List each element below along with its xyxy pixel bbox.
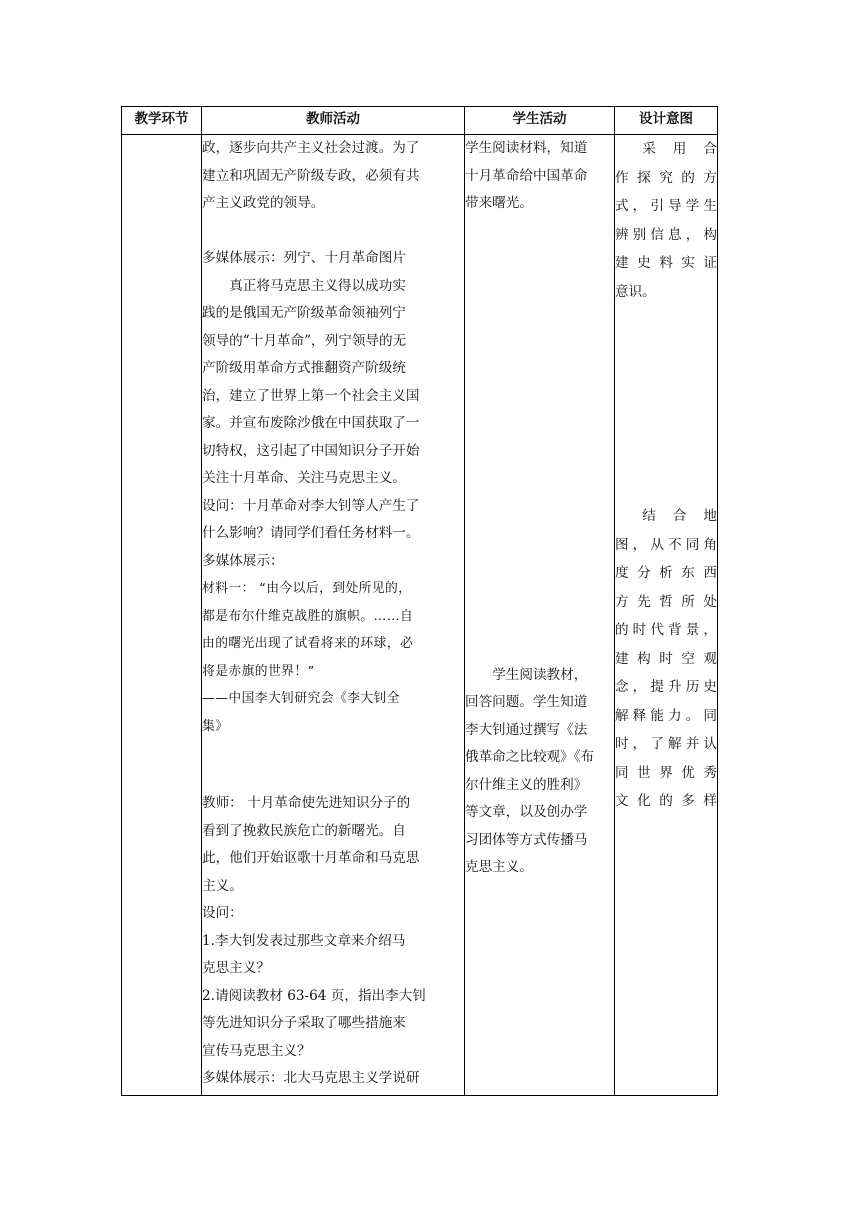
material-line: 都是布尔什维克战胜的旗帜。……自 <box>202 608 414 624</box>
design-line: 意识。 <box>615 283 656 300</box>
teacher-paragraph-line: 此，他们开始讴歌十月革命和马克思 <box>202 850 420 866</box>
design-line: 同世界优秀 <box>615 764 717 781</box>
student-activity-cell <box>465 135 615 1096</box>
question-item-1: 克思主义？ <box>202 960 270 976</box>
student-line: 等文章，以及创办学 <box>465 804 588 820</box>
design-line: 时，了解并认 <box>615 736 717 752</box>
question-line: 设问：十月革命对李大钊等人产生了 <box>202 497 420 514</box>
table-body-row <box>122 135 718 1096</box>
material-source-line: 集》 <box>202 718 229 734</box>
question-line: 什么影响？请同学们看任务材料一。 <box>202 525 420 541</box>
header-teaching-stage: 教学环节 <box>122 107 202 135</box>
design-line: 辨别信息，构 <box>615 226 717 243</box>
student-line: 回答问题。学生知道 <box>465 694 588 710</box>
header-design-intent: 设计意图 <box>615 107 718 135</box>
student-line: 俄革命之比较观》《布 <box>465 749 595 765</box>
question-item-2: 宣传马克思主义？ <box>202 1042 311 1059</box>
paragraph-line: 切特权，这引起了中国知识分子开始 <box>202 442 420 459</box>
table-header-row <box>122 107 718 135</box>
question-item-2: 等先进知识分子采取了哪些措施来 <box>202 1015 406 1031</box>
teacher-paragraph-line: 看到了挽救民族危亡的新曙光。自 <box>202 822 406 839</box>
student-line: 十月革命给中国革命 <box>465 167 588 184</box>
paragraph-line: 治，建立了世界上第一个社会主义国 <box>202 387 420 404</box>
material-source-line: ——中国李大钊研究会《李大钊全 <box>202 691 400 706</box>
media-display-3: 多媒体展示：北大马克思主义学说研 <box>202 1070 420 1086</box>
student-line: 学生阅读教材， <box>492 666 588 683</box>
media-display-2: 多媒体展示： <box>202 552 284 569</box>
design-intent-cell <box>615 135 718 1096</box>
design-line: 文化的多样 <box>615 793 717 809</box>
paragraph-line: 家。并宣布废除沙俄在中国获取了一 <box>202 415 420 431</box>
design-line: 的时代背景， <box>615 622 717 638</box>
student-line: 习团体等方式传播马 <box>465 831 588 848</box>
header-student-activity: 学生活动 <box>465 107 615 135</box>
lesson-plan-table <box>121 106 718 1096</box>
design-line: 作探究的方 <box>615 169 717 186</box>
design-line: 采 用 合 <box>642 141 717 157</box>
media-display-1: 多媒体展示：列宁、十月革命图片 <box>202 250 406 266</box>
question-item-2: 2.请阅读教材 63-64 页，指出李大钊 <box>202 987 426 1004</box>
design-line: 解释能力。同 <box>615 707 717 724</box>
design-line: 建构时空观 <box>615 650 717 667</box>
design-line: 方先哲所处 <box>615 593 717 610</box>
design-line: 图，从不同角 <box>615 536 717 553</box>
teaching-stage-cell <box>122 135 202 1096</box>
question-label: 设问： <box>202 905 243 921</box>
teacher-paragraph-line: 主义。 <box>202 877 243 894</box>
student-line: 带来曙光。 <box>465 195 533 211</box>
paragraph-line: 领导的“十月革命”，列宁领导的无 <box>202 332 407 349</box>
paragraph-line: 关注十月革命、关注马克思主义。 <box>202 470 406 486</box>
student-line: 学生阅读材料，知道 <box>465 140 588 156</box>
design-line: 度分析东西 <box>615 565 717 581</box>
paragraph-line: 践的是俄国无产阶级革命领袖列宁 <box>202 305 406 321</box>
material-line: 材料一： “由今以后，到处所见的， <box>202 581 412 596</box>
material-line: 由的曙光出现了试看将来的环球，必 <box>202 636 414 651</box>
paragraph-line: 真正将马克思主义得以成功实 <box>229 277 406 294</box>
header-teacher-activity: 教师活动 <box>202 107 465 135</box>
question-item-1: 1.李大钊发表过那些文章来介绍马 <box>202 932 406 949</box>
student-line: 李大钊通过撰写《法 <box>465 721 588 738</box>
material-line: 将是赤旗的世界！” <box>202 663 315 679</box>
design-line: 念，提升历史 <box>615 679 717 695</box>
paragraph-line: 产阶级用革命方式推翻资产阶级统 <box>202 360 406 376</box>
design-line: 式，引导学生 <box>615 198 717 214</box>
intro-line: 建立和巩固无产阶级专政，必须有共 <box>202 167 420 184</box>
student-line: 克思主义。 <box>465 859 533 875</box>
student-line: 尔什维主义的胜利》 <box>465 776 588 793</box>
intro-line: 政，逐步向共产主义社会过渡。为了 <box>202 140 420 156</box>
teacher-paragraph-line: 教师： 十月革命使先进知识分子的 <box>202 795 411 811</box>
design-line: 结 合 地 <box>642 508 717 524</box>
teacher-activity-cell <box>202 135 465 1096</box>
design-line: 建史料实证 <box>615 255 717 271</box>
intro-line: 产主义政党的领导。 <box>202 195 325 211</box>
